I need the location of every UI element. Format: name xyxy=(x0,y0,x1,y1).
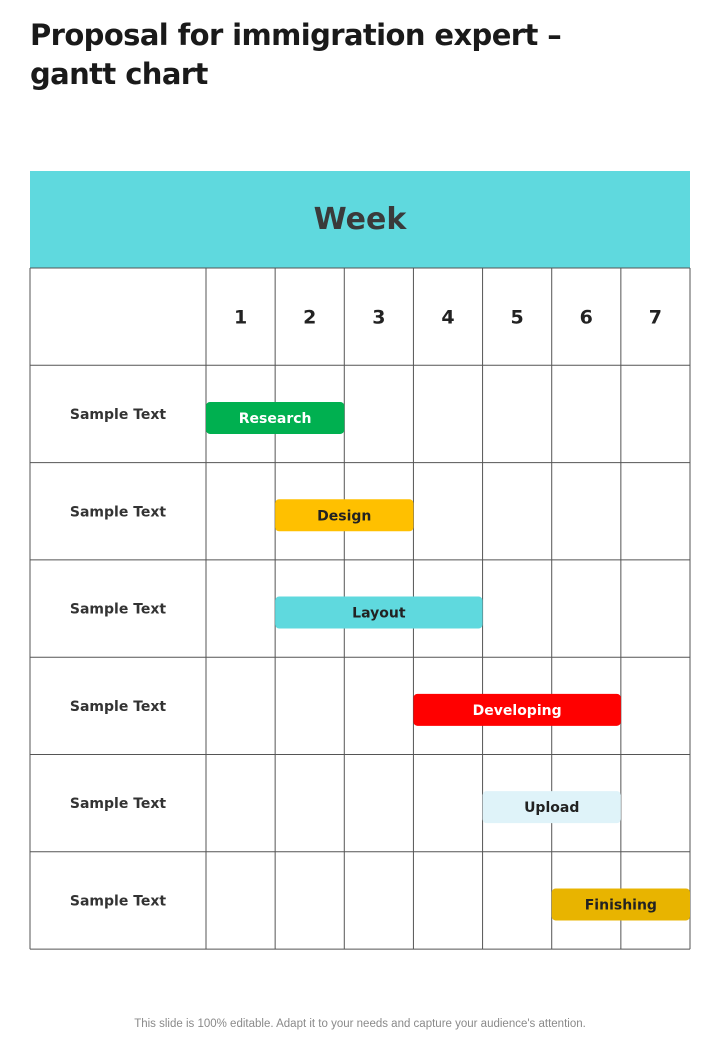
week-header xyxy=(30,171,690,268)
week-number-label: 7 xyxy=(648,306,663,329)
row-label: Sample Text xyxy=(69,893,167,910)
row-label: Sample Text xyxy=(69,796,167,813)
gantt-bar-label: Finishing xyxy=(584,897,657,914)
week-number-label: 2 xyxy=(303,306,317,329)
row-label: Sample Text xyxy=(69,601,167,618)
week-number-label: 3 xyxy=(372,306,386,329)
footer-note: This slide is 100% editable. Adapt it to your needs and capture your audience's attention. xyxy=(134,1018,586,1030)
week-number-label: 1 xyxy=(233,306,248,329)
row-label: Sample Text xyxy=(69,698,167,715)
row-label: Sample Text xyxy=(69,504,167,521)
gantt-bar-label: Research xyxy=(238,410,312,427)
week-header-label: Week xyxy=(313,202,407,237)
gantt-bar-label: Layout xyxy=(352,605,406,622)
week-number-label: 5 xyxy=(510,306,524,329)
gantt-bar-label: Upload xyxy=(524,800,580,817)
gantt-bar-label: Design xyxy=(317,508,372,525)
week-number-label: 6 xyxy=(579,306,593,329)
gantt-bar-label: Developing xyxy=(472,702,562,719)
page-title: Proposal for immigration expert – gantt chart xyxy=(30,18,562,91)
row-label: Sample Text xyxy=(69,406,167,423)
week-number-label: 4 xyxy=(441,306,455,329)
